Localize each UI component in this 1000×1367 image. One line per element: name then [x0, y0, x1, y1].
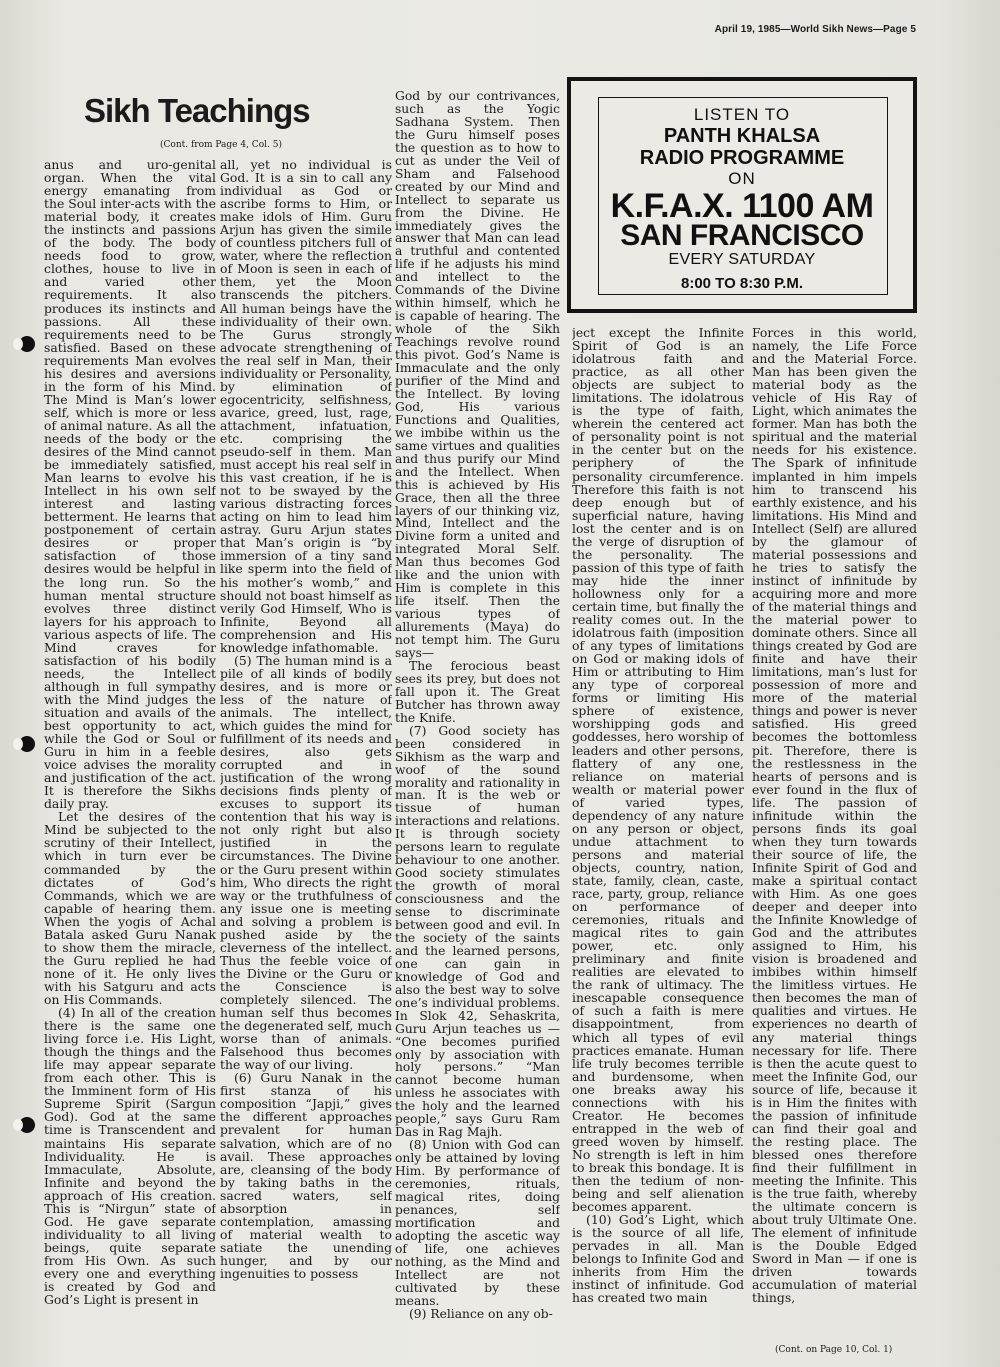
ad-line-on: ON [728, 169, 756, 188]
paragraph: (7) Good society has been considered in Sikhism as the warp and woof of the sound morality and rationality in man. It is the web or tissue of human interactions and relations. It is through society persons learn to regulate behaviour to one another. Good society stimulates the growth of moral consciousness and the sense to discriminate between good and evil. In the society of the saints and the learned persons, one can gain in knowledge of God and also the best way to solve one’s individual problems. In Slok 42, Sehaskrita, Guru Arjun teaches us — “One becomes purified only by association with holy persons.” “Man cannot become human unless he associates with the holy and the learned people,” says Guru Ram Das in Rag Majh. [395, 723, 560, 1140]
paragraph: ject except the Infinite Spirit of God is an idolatrous faith and practice, as all other objects are subject to limitations. The idolatrous is the type of faith, wherein the centered act of personality point is not in the center but on the periphery of the personality circumference. Therefore this faith is not deep enough but of superficial nature, having lost the center and is on the verge of disruption of the personality. The passion of this type of faith may hide the inner hollowness only for a certain time, but finally the reality comes out. In the idolatrous faith (imposition of any types of limitations on God or making idols of Him or attributing to Him any type of corporeal forms or limiting His sphere of existence, worshipping gods and goddesses, hero worship of leaders and other persons, flattery of any one, reliance on material wealth or material power of varied types, dependency of any nature on any person or object, undue attachment to persons and material objects, country, nation, state, family, clean, caste, race, party, group, reliance on performance of ceremonies, rituals and magical rites to gain power, etc. only preliminary and finite realities are elevated to the rank of ultimacy. The inescapable consequence of such a faith is mere disappointment, from which all types of evil practices emanate. Human life truly becomes terrible and burdensome, when one breaks away his connections with his Creator. He becomes entrapped in the web of greed woven by himself. No strength is left in him to break this bondage. It is then the tedium of non-being and self alienation becomes apparent. [572, 326, 744, 1215]
article-column-1 [44, 158, 216, 1323]
paragraph: Forces in this world, namely, the Life Force and the Material Force. Man has been given the material body as the vehicle of His Ray of Light, which animates the former. Man has both the spiritual and the material needs for his existence. The Spark of infinitude implanted in him impels him to transcend his earthly existence, and his limitations. His Mind and Intellect (Self) are allured by the glamour of material possessions and he tries to satisfy the instinct of infinitude by acquiring more and more of the material things and the material power to dominate others. Since all things created by God are finite and have their limitations, man’s lust for possession of more and more of the material things and power is never satisfied. His greed becomes the bottomless pit. Therefore, there is the restlessness in the hearts of persons and is ever found in the flux of life. The passion of infinitude within the persons finds its goal when they turn towards their source of life, the Infinite Spirit of God and make a spiritual contact with Him. As one goes deeper and deeper into the Infinite Knowledge of God and the attributes assigned to Him, his vision is broadened and imbibes within himself the limitless virtues. He then becomes the man of qualities and virtues. He experiences no dearth of any material things necessary for life. There is then the acute quest to meet the Infinite God, our source of life, because it is in Him the finites with the passion of infinitude can find their goal and the resting place. The blessed ones therefore find their fulfillment in meeting the Infinite. This is the true faith, whereby the ultimate concern is about truly Ultimate One. The element of infinitude is the Double Edged Sword in Man — if one is driven towards accumulation of material things, [752, 326, 917, 1306]
continued-on-note: (Cont. on Page 10, Col. 1) [775, 1345, 893, 1355]
paragraph: (10) God’s Light, which is the source of all life, pervades in all. Man belongs to Infinite God and inherits from Him the instinct of infinitude. God has created two main [572, 1212, 744, 1306]
binder-hole [19, 1117, 35, 1133]
article-title: Sikh Teachings [84, 92, 310, 129]
paragraph: (5) The human mind is a pile of all kinds of bodily desires, and is more or less of the nature of animals. The intellect, which guides the mind for fulfillment of its needs and desires, also gets corrupted and in justification of the wrong decisions finds plenty of excuses to support its contention that his way is not only right but also justified in the circumstances. The Divine or the Guru present within him, Who directs the right way or the truthfulness of any issue one is meeting and solving a problem is pushed aside by the cleverness of the intellect. Thus the feeble voice of the Divine or the Guru or the Conscience is completely silenced. The human self thus becomes the degenerated self, much worse than of animals. Falsehood thus becomes the way of our living. [220, 652, 392, 1073]
continued-from-note: (Cont. from Page 4, Col. 5) [160, 140, 282, 150]
page-folio: April 19, 1985—World Sikh News—Page 5 [714, 24, 916, 35]
ad-line-listen: LISTEN TO [693, 105, 791, 124]
ad-line-station: K.F.A.X. 1100 AM [610, 187, 874, 225]
paragraph: God by our contrivances, such as the Yogic Sadhana System. Then the Guru himself poses the question as to how to cut as under the Veil of Sham and Falsehood created by our Mind and Intellect to separate us from the Divine. He immediately gives the answer that Man can lead a truthful and contented life if he adjusts his mind and intellect to the Commands of the Divine within himself, which he is capable of hearing. The whole of the Sikh Teachings revolve round this pivot. God’s Name is Immaculate and the only purifier of the Mind and the Intellect. By loving God, His various Functions and Qualities, we imbibe within us the same virtues and qualities and thus purify our Mind and the Intellect. When this is achieved by His Grace, then all the three layers of our thinking viz, Mind, Intellect and the Divine form a united and integrated Moral Self. Man thus becomes God like and the union with Him is complete in this life itself. Then the various types of allurements (Maya) do not tempt him. The Guru says— [395, 90, 560, 660]
binder-hole [19, 336, 35, 352]
radio-programme-ad [567, 77, 917, 313]
article-column-4 [572, 326, 744, 1323]
ad-line-city: SAN FRANCISCO [620, 219, 864, 252]
paragraph: (9) Reliance on any ob- [409, 1306, 553, 1321]
ad-line-time: 8:00 TO 8:30 P.M. [680, 275, 803, 292]
paragraph: anus and uro-genital organ. When the vital energy emanating from the Soul inter-acts with the material body, it creates the instincts and passions of the body. The body needs food to grow, clothes, house to live in and varied other requirements. It also produces its instincts and passions. All these requirements need to be satisfied. Based on these requirements Man evolves his desires and aversions in the form of his Mind. The Mind is Man’s lower self, which is more or less of animal nature. As all the needs of the body or the desires of the Mind cannot be immediately satisfied, Man learns to evolve his Intellect in his own self interest and lasting betterment. He learns that postponement of certain desires or proper satisfaction of those desires would be helpful in the long run. So the human mental structure evolves three distinct layers for his approach to various aspects of life. The Mind craves for satisfaction of his bodily needs, the Intellect although in full sympathy with the Mind judges the situation and avails of the best opportunity to act, while the God or Soul or Guru in him in a feeble voice advises the morality and justification of the act. It is therefore the Sikhs daily pray. [44, 158, 216, 812]
ad-line-radio-programme: RADIO PROGRAMME [639, 147, 845, 169]
quotation: The ferocious beast sees its prey, but does not fall upon it. The Great Butcher has thrown away the Knife. [395, 658, 560, 725]
article-column-3 [395, 90, 560, 1323]
paragraph: (6) Guru Nanak in the first stanza of his composition “Japji,” gives the different approaches prevalent for human salvation, which are of no avail. These approaches are, cleansing of the body by taking baths in the sacred waters, self absorption in contemplation, amassing of material wealth to satiate the unending hunger, and by our ingenuities to possess [220, 1070, 392, 1281]
article-column-5 [752, 326, 917, 1323]
ad-line-panth-khalsa: PANTH KHALSA [663, 125, 821, 147]
binder-hole [19, 736, 35, 752]
paragraph: all, yet no individual is God. It is a sin to call any individual as God or ascribe forms to Him, or make idols of Him. Guru Arjun has given the simile of countless pitchers full of water, where the reflection of Moon is seen in each of them, yet the Moon transcends the pitchers. All human beings have the individuality of their own. The Gurus strongly advocate strengthening of the real self in Man, their individuality or Personality, by elimination of egocentricity, selfishness, avarice, greed, lust, rage, attachment, infatuation, etc. comprising the pseudo-self in them. Man must accept his real self in this vast creation, if he is not to be swayed by the various distracting forces acting on him to lead him astray. Guru Arjun states that Man’s origin is “by immersion of a tiny sand like sperm into the field of his mother’s womb,” and should not boast himself as verily God Himself, Who is Infinite, Beyond all comprehension and His knowledge infathomable. [220, 158, 392, 655]
ad-line-day: EVERY SATURDAY [668, 251, 816, 268]
paragraph: (8) Union with God can only be attained by loving Him. By performance of ceremonies, rituals, magical rites, doing penances, self mortification and adopting the ascetic way of life, one achieves nothing, as the Mind and Intellect are not cultivated by these means. [395, 1138, 560, 1308]
article-column-2 [220, 158, 392, 1323]
paragraph: Let the desires of the Mind be subjected to the scrutiny of their Intellect, which in turn ever be commanded by the dictates of God’s Commands, which we are capable of hearing them. When the yogis of Achal Batala asked Guru Nanak to show them the miracle, the Guru replied he had none of it. He only lives with his Satguru and acts on His Commands. [44, 809, 216, 1007]
paragraph: (4) In all of the creation there is the same one living force i.e. His Light, though the things and the life may appear separate from each other. This is the Imminent form of His Supreme Spirit (Sargun God). God at the same time is Transcendent and maintains His separate Individuality. He is Immaculate, Absolute, Infinite and beyond the approach of His creation. This is “Nirgun” state of God. He gave separate individuality to all living beings, quite separate from His Own. As such every one and everything is created by God and God’s Light is present in [44, 1005, 216, 1308]
